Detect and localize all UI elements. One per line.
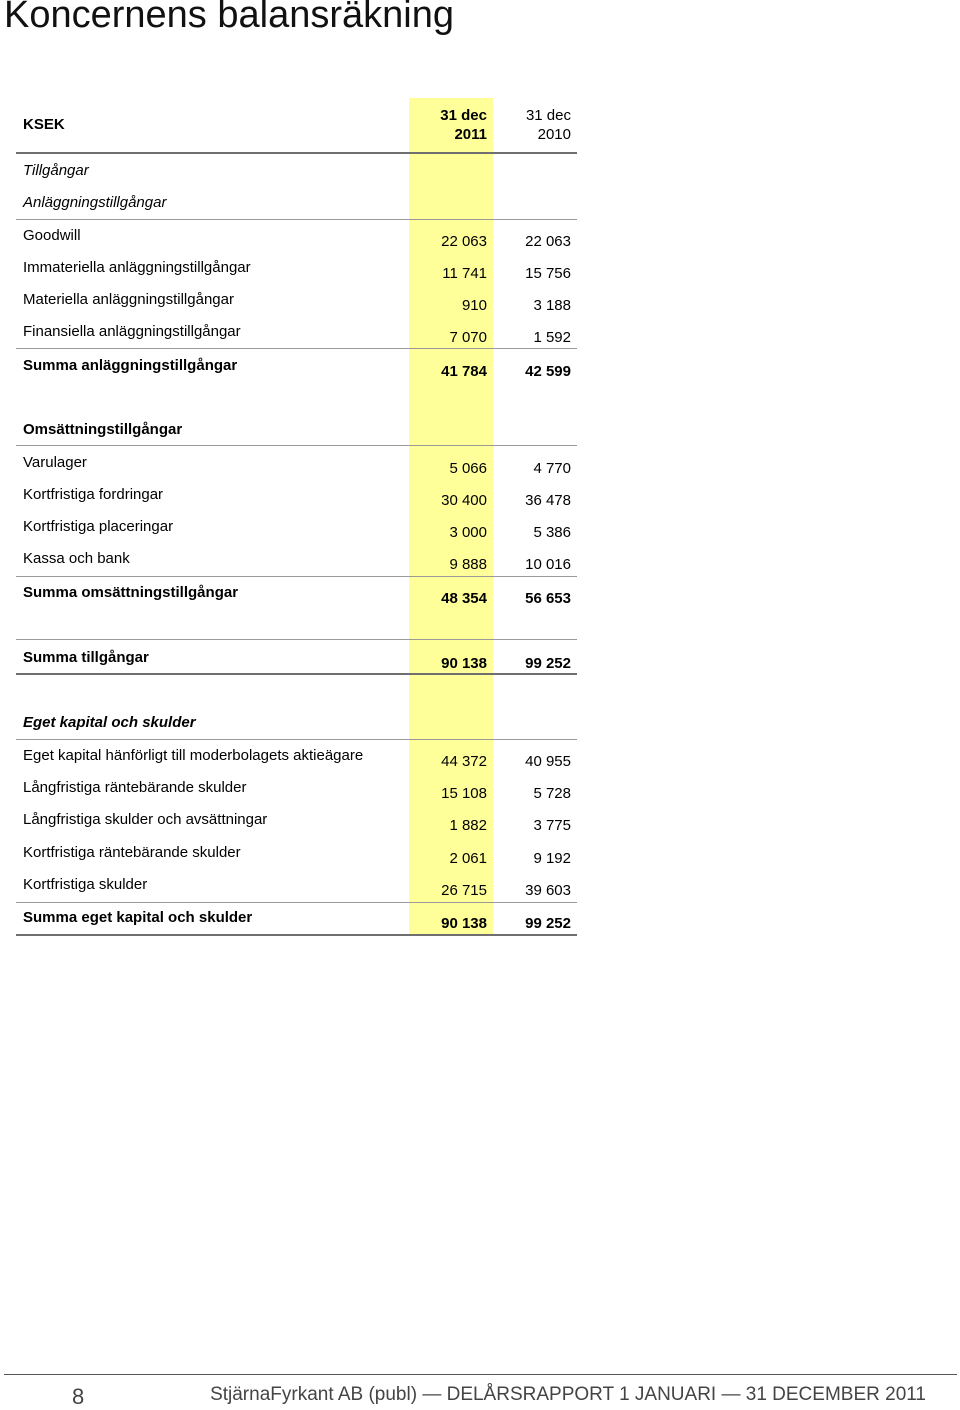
value-2011: 26 715 — [441, 882, 487, 899]
page-title: Koncernens balansräkning — [4, 0, 454, 36]
table-row — [0, 421, 600, 453]
value-2010: 42 599 — [525, 363, 571, 380]
header-divider — [16, 152, 577, 154]
value-2011: 7 070 — [449, 329, 487, 346]
footer-divider — [4, 1374, 957, 1375]
table-row — [0, 518, 600, 550]
row-label: Kortfristiga fordringar — [23, 486, 164, 503]
value-2010: 3 188 — [533, 297, 571, 314]
table-row — [0, 194, 600, 226]
value-2010: 39 603 — [525, 882, 571, 899]
row-label: Summa omsättningstillgångar — [23, 584, 239, 601]
value-2010: 36 478 — [525, 492, 571, 509]
row-label: Kassa och bank — [23, 550, 130, 567]
row-divider — [16, 445, 577, 446]
value-2011: 41 784 — [441, 363, 487, 380]
column-header-2011-line2: 2011 — [454, 126, 487, 143]
table-row — [0, 357, 600, 389]
row-divider — [16, 219, 577, 220]
value-2010: 9 192 — [533, 850, 571, 867]
value-2011: 2 061 — [449, 850, 487, 867]
column-header-2011-line1: 31 dec — [440, 107, 487, 124]
value-2010: 22 063 — [525, 233, 571, 250]
row-label: Kortfristiga räntebärande skulder — [23, 844, 241, 861]
table-row — [0, 649, 600, 681]
table-row — [0, 550, 600, 582]
row-label: Tillgångar — [23, 162, 89, 179]
table-row — [0, 876, 600, 908]
row-label: Summa tillgångar — [23, 649, 149, 666]
table-row — [0, 779, 600, 811]
row-label: Goodwill — [23, 227, 81, 244]
row-label: Summa anläggningstillgångar — [23, 357, 238, 374]
row-label: Kortfristiga placeringar — [23, 518, 174, 535]
row-label: Materiella anläggningstillgångar — [23, 291, 234, 308]
table-bottom-rule — [16, 934, 577, 936]
row-label: Finansiella anläggningstillgångar — [23, 323, 241, 340]
column-header-2010-line1: 31 dec — [525, 107, 571, 124]
table-row — [0, 259, 600, 291]
row-label: Kortfristiga skulder — [23, 876, 148, 893]
row-label: Omsättningstillgångar — [23, 421, 183, 438]
value-2011: 5 066 — [449, 460, 487, 477]
table-row — [0, 844, 600, 876]
row-label: Långfristiga skulder och avsättningar — [23, 811, 268, 828]
row-divider — [16, 673, 577, 675]
table-row — [0, 811, 600, 843]
value-2011: 90 138 — [441, 915, 487, 932]
table-row — [0, 714, 600, 746]
value-2011: 30 400 — [441, 492, 487, 509]
value-2011: 910 — [461, 297, 487, 314]
value-2010: 5 386 — [533, 524, 571, 541]
value-2010: 99 252 — [525, 915, 571, 932]
value-2011: 44 372 — [441, 753, 487, 770]
row-label: Långfristiga räntebärande skulder — [23, 779, 247, 796]
value-2011: 15 108 — [441, 785, 487, 802]
row-divider — [16, 639, 577, 640]
value-2010: 5 728 — [533, 785, 571, 802]
value-2011: 9 888 — [449, 556, 487, 573]
value-2010: 1 592 — [533, 329, 571, 346]
unit-label: KSEK — [23, 116, 65, 133]
footer-text: StjärnaFyrkant AB (publ) — DELÅRSRAPPORT 1 JANUARI — 31 DECEMBER 2011 — [210, 1384, 926, 1405]
row-label: Anläggningstillgångar — [23, 194, 167, 211]
row-label: Eget kapital och skulder — [23, 714, 196, 731]
table-row — [0, 584, 600, 616]
value-2010: 56 653 — [525, 590, 571, 607]
value-2011: 90 138 — [441, 655, 487, 672]
value-2011: 22 063 — [441, 233, 487, 250]
table-row — [0, 747, 600, 779]
row-label: Varulager — [23, 454, 87, 471]
column-header-2010 — [494, 106, 571, 144]
value-2011: 1 882 — [449, 817, 487, 834]
table-row — [0, 162, 600, 194]
row-divider — [16, 576, 577, 577]
row-label: Eget kapital hänförligt till moderbolagets aktieägare — [23, 747, 364, 764]
row-divider — [16, 348, 577, 349]
row-label: Summa eget kapital och skulder — [23, 909, 253, 926]
value-2010: 10 016 — [525, 556, 571, 573]
value-2010: 99 252 — [525, 655, 571, 672]
value-2010: 4 770 — [533, 460, 571, 477]
value-2010: 3 775 — [533, 817, 571, 834]
value-2011: 3 000 — [449, 524, 487, 541]
row-divider — [16, 902, 577, 903]
row-divider — [16, 739, 577, 740]
table-row — [0, 454, 600, 486]
page-number: 8 — [72, 1384, 85, 1409]
row-label: Immateriella anläggningstillgångar — [23, 259, 251, 276]
value-2011: 48 354 — [441, 590, 487, 607]
table-row — [0, 227, 600, 259]
value-2010: 40 955 — [525, 753, 571, 770]
column-header-2011 — [410, 106, 487, 144]
value-2011: 11 741 — [442, 265, 487, 282]
column-header-2010-line2: 2010 — [537, 126, 571, 143]
table-row — [0, 291, 600, 323]
table-row — [0, 486, 600, 518]
table-row — [0, 323, 600, 355]
table-row — [0, 909, 600, 941]
value-2010: 15 756 — [525, 265, 571, 282]
